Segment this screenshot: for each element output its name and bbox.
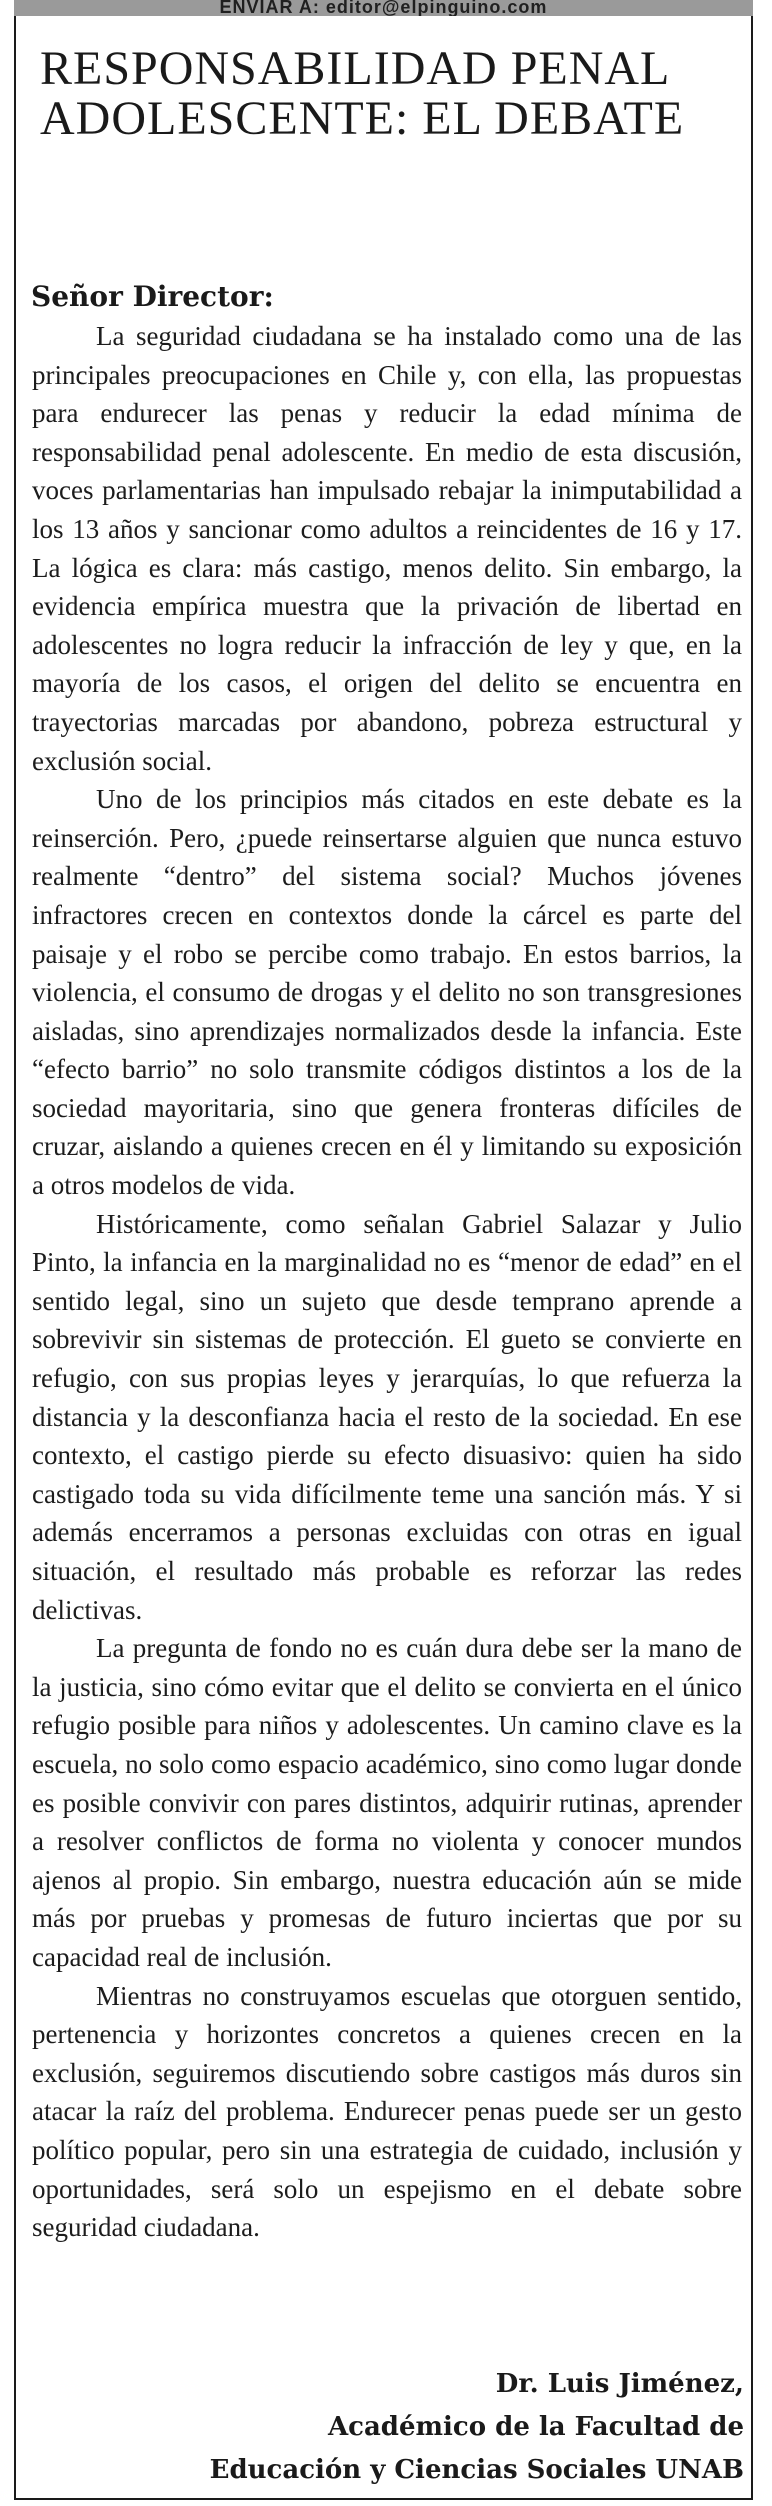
- body-paragraph-3: Históricamente, como señalan Gabriel Salazar y Julio Pinto, la infancia en la marginalidad no es “menor de edad” en el sentido legal, sino un sujeto que desde temprano aprende a sobrevivir sin sistemas de protección. El gueto se convierte en refugio, con sus propias leyes y jerarquías, lo que refuerza la distancia y la desconfianza hacia el resto de la sociedad. En ese contexto, el castigo pierde su efecto disuasivo: quien ha sido castigado toda su vida difícilmente teme una sanción más. Y si además encerramos a personas excluidas con otras en igual situación, el resultado más probable es reforzar las redes delictivas.: [32, 1208, 742, 1625]
- author-title-line-1: Académico de la Facultad de: [327, 2412, 744, 2442]
- body-paragraph-5: Mientras no construyamos escuelas que otorguen sentido, pertenencia y horizontes concretos a quienes crecen en la exclusión, seguiremos discutiendo sobre castigos más duros sin atacar la raíz del problema. Endurecer penas puede ser un gesto político popular, pero sin una estrategia de cuidado, inclusión y oportunidades, será solo un espejismo en el debate sobre seguridad ciudadana.: [32, 1980, 742, 2243]
- author-name: Dr. Luis Jiménez,: [495, 2369, 744, 2399]
- letter-body: [32, 317, 742, 2247]
- body-paragraph-4: La pregunta de fondo no es cuán dura debe ser la mano de la justicia, sino cómo evitar que el delito se convierta en el único refugio posible para niños y adolescentes. Un camino clave es la escuela, no solo como espacio académico, sino como lugar donde es posible convivir con pares distintos, adquirir rutinas, aprender a resolver conflictos de forma no violenta y conocer mundos ajenos al propio. Sin embargo, nuestra educación aún se mide más por pruebas y promesas de futuro inciertas que por su capacidad real de inclusión.: [32, 1633, 742, 1972]
- section-header-strip: [14, 0, 753, 16]
- salutation: Señor Director:: [31, 280, 274, 313]
- author-signature: [44, 2363, 744, 2492]
- body-paragraph-1: La seguridad ciudadana se ha instalado como una de las principales preocupaciones en Chile y, con ella, las propuestas para endurecer las penas y reducir la edad mínima de responsabilidad penal adolescente. En medio de esta discusión, voces parlamentarias han impulsado rebajar la inimputabilidad a los 13 años y sancionar como adultos a reincidentes de 16 y 17. La lógica es clara: más castigo, menos delito. Sin embargo, la evidencia empírica muestra que la privación de libertad en adolescentes no logra reducir la infracción de ley y que, en la mayoría de los casos, el origen del delito se encuentra en trayectorias marcadas por abandono, pobreza estructural y exclusión social.: [32, 321, 742, 776]
- submission-email-text: ENVIAR A: editor@elpinguino.com: [219, 0, 548, 16]
- letter-headline: RESPONSABILIDAD PENAL ADOLESCENTE: EL DEBATE: [40, 42, 685, 145]
- body-paragraph-2: Uno de los principios más citados en este debate es la reinserción. Pero, ¿puede reinsertarse alguien que nunca estuvo realmente “dentro” del sistema social? Muchos jóvenes infractores crecen en contextos donde la cárcel es parte del paisaje y el robo se percibe como trabajo. En estos barrios, la violencia, el consumo de drogas y el delito no son transgresiones aisladas, sino aprendizajes normalizados desde la infancia. Este “efecto barrio” no solo transmite códigos distintos a los de la sociedad mayoritaria, sino que genera fronteras difíciles de cruzar, aislando a quienes crecen en él y limitando su exposición a otros modelos de vida.: [32, 784, 742, 1201]
- author-title-line-2: Educación y Ciencias Sociales UNAB: [209, 2455, 744, 2485]
